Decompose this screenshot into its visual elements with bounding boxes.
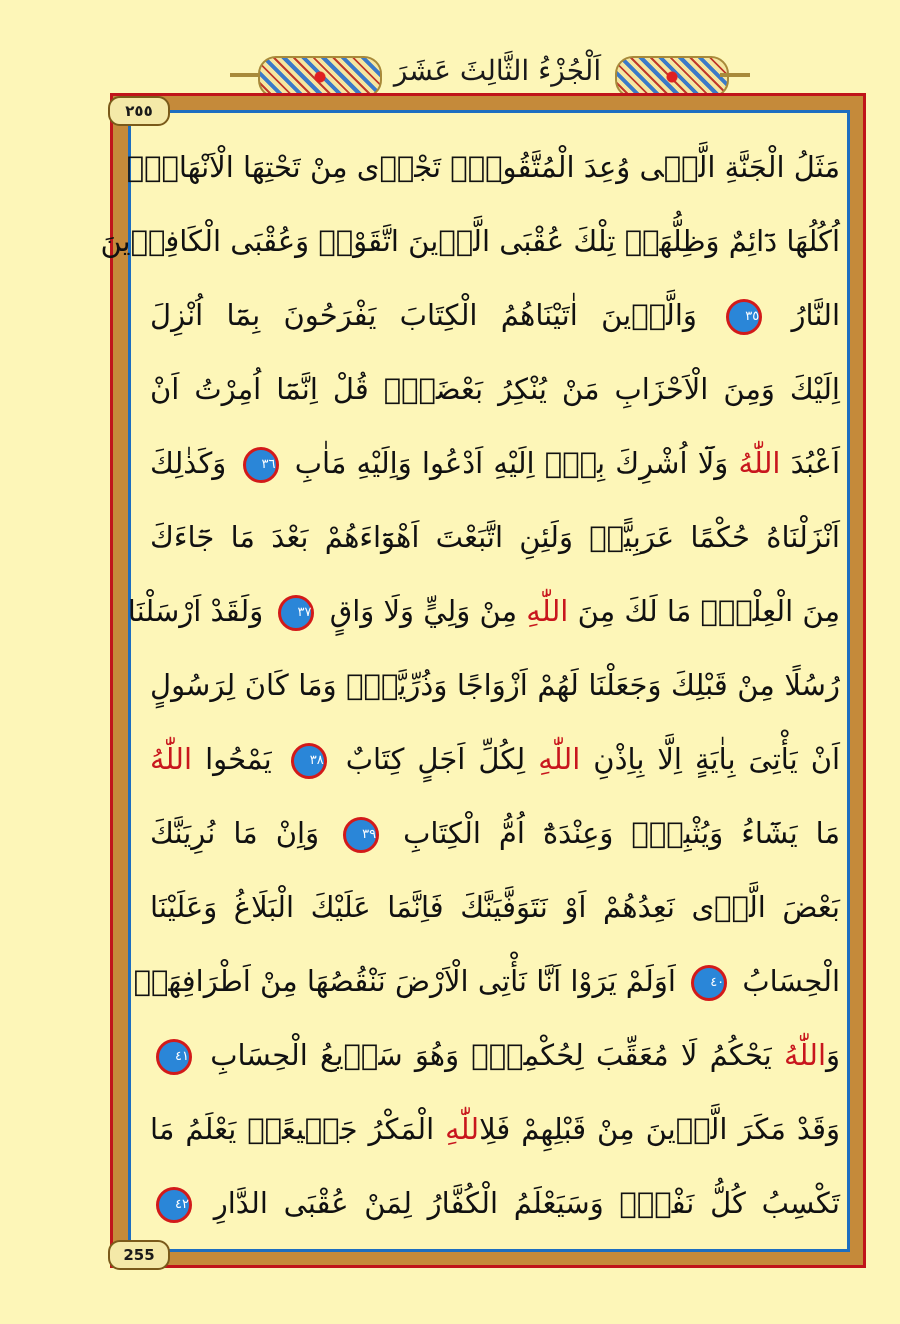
line-text: الْحِسَابُ <box>742 964 840 998</box>
line-text: مِنَ الْعِلْمِۙ مَا لَكَ مِنَ <box>577 594 840 628</box>
text-line-13 <box>150 1018 840 1092</box>
line-text: اَنْ يَأْتِىَ بِاٰيَةٍ اِلَّا بِاِذْنِ <box>593 742 841 776</box>
line-text: وَكَذٰلِكَ <box>150 446 227 480</box>
ayah-marker-37: ٣٧ <box>278 595 314 631</box>
ayah-marker-39: ٣٩ <box>343 817 379 853</box>
text-line-9 <box>150 722 840 796</box>
header-ornament-right <box>615 56 729 98</box>
header-rule-right <box>720 73 750 77</box>
ayah-marker-35: ٣٥ <box>726 299 762 335</box>
ayah-marker-42: ٤٢ <box>156 1187 192 1223</box>
line-text: اَوَلَمْ يَرَوْا اَنَّا نَأْتِى الْاَرْضَ نَنْقُصُهَا مِنْ اَطْرَافِهَاۜ <box>133 964 676 998</box>
text-line-12 <box>133 944 840 1018</box>
line-text: النَّارُ <box>791 298 841 332</box>
line-text: بَعْضَ الَّذٖى نَعِدُهُمْ اَوْ نَتَوَفَّيَنَّكَ فَاِنَّمَا عَلَيْكَ الْبَلَاغُ وَعَلَيْنَا <box>150 890 840 924</box>
line-text: مِنْ وَلِيٍّ وَلَا وَاقٍ <box>329 594 518 628</box>
divine-name: اللّٰهُ <box>783 1038 826 1072</box>
line-text: وَالَّذٖينَ اٰتَيْنَاهُمُ الْكِتَابَ يَفْرَحُونَ بِمَٓا اُنْزِلَ <box>150 298 697 332</box>
line-text: الْمَكْرُ جَمٖيعًاۜ يَعْلَمُ مَا <box>150 1112 435 1146</box>
ayah-marker-36: ٣٦ <box>243 447 279 483</box>
line-text: اَعْبُدَ <box>790 446 841 480</box>
divine-name: اللّٰهُ <box>150 742 193 776</box>
line-text: اُكُلُهَا دَٓائِمٌ وَظِلُّهَاۜ تِلْكَ عُقْبَى الَّذٖينَ اتَّقَوْاۗ وَعُقْبَى الْكَافِرٖينَ <box>100 224 840 258</box>
text-line-5 <box>150 426 840 500</box>
line-text: وَلَٓا اُشْرِكَ بِهٖۜ اِلَيْهِ اَدْعُوا وَاِلَيْهِ مَاٰبِ <box>294 446 729 480</box>
text-line-11 <box>150 870 840 944</box>
line-text: اَنْزَلْنَاهُ حُكْمًا عَرَبِيًّاۜ وَلَئِنِ اتَّبَعْتَ اَهْوَٓاءَهُمْ بَعْدَ مَا جَٓاءَكَ <box>150 520 840 554</box>
text-line-7 <box>127 574 840 648</box>
text-line-4 <box>150 352 840 426</box>
text-line-10 <box>150 796 840 870</box>
line-text: لِكُلِّ اَجَلٍ كِتَابٌ <box>345 742 526 776</box>
text-line-1 <box>126 130 840 204</box>
text-line-6 <box>150 500 840 574</box>
text-line-2 <box>100 204 840 278</box>
line-text: وَاِنْ مَا نُرِيَنَّكَ <box>150 816 320 850</box>
text-line-3 <box>150 278 840 352</box>
line-text: وَ <box>826 1038 841 1072</box>
text-line-8 <box>150 648 840 722</box>
ayah-marker-41: ٤١ <box>156 1039 192 1075</box>
page-number-bottom: 255 <box>108 1240 170 1270</box>
ayah-marker-38: ٣٨ <box>291 743 327 779</box>
juz-title: اَلْجُزْءُ الثَّالِثَ عَشَرَ <box>393 54 602 87</box>
line-text: رُسُلًا مِنْ قَبْلِكَ وَجَعَلْنَا لَهُمْ اَزْوَاجًا وَذُرِّيَّةًۜ وَمَا كَانَ لِرَسُولٍ <box>150 668 840 702</box>
line-text: اِلَيْكَ وَمِنَ الْاَحْزَابِ مَنْ يُنْكِرُ بَعْضَهُۜ قُلْ اِنَّمَٓا اُمِرْتُ اَنْ <box>150 372 840 406</box>
header-ornament-left <box>258 56 382 98</box>
ayah-marker-40: ٤٠ <box>691 965 727 1001</box>
line-text: يَحْكُمُ لَا مُعَقِّبَ لِحُكْمِهٖۜ وَهُوَ سَرٖيعُ الْحِسَابِ <box>210 1038 772 1072</box>
text-line-15 <box>150 1166 840 1240</box>
divine-name: اللّٰهِ <box>445 1112 480 1146</box>
line-text: يَمْحُوا <box>205 742 272 776</box>
page-number-top: ٢٥٥ <box>108 96 170 126</box>
line-text: مَثَلُ الْجَنَّةِ الَّتٖى وُعِدَ الْمُتَّقُونَۜ تَجْرٖى مِنْ تَحْتِهَا الْاَنْهَارُۜ <box>126 150 840 184</box>
line-text: وَلَقَدْ اَرْسَلْنَا <box>127 594 264 628</box>
line-text: وَقَدْ مَكَرَ الَّذٖينَ مِنْ قَبْلِهِمْ فَلِ <box>479 1112 840 1146</box>
divine-name: اللّٰهِ <box>526 594 569 628</box>
divine-name: اللّٰهِ <box>538 742 581 776</box>
text-line-14 <box>150 1092 840 1166</box>
divine-name: اللّٰهُ <box>738 446 781 480</box>
quran-text <box>100 130 841 1240</box>
line-text: تَكْسِبُ كُلُّ نَفْسٍۜ وَسَيَعْلَمُ الْكُفَّارُ لِمَنْ عُقْبَى الدَّارِ <box>213 1186 840 1220</box>
line-text: مَا يَشَٓاءُ وَيُثْبِتُۚ وَعِنْدَهُٓ اُمُّ الْكِتَابِ <box>403 816 841 850</box>
